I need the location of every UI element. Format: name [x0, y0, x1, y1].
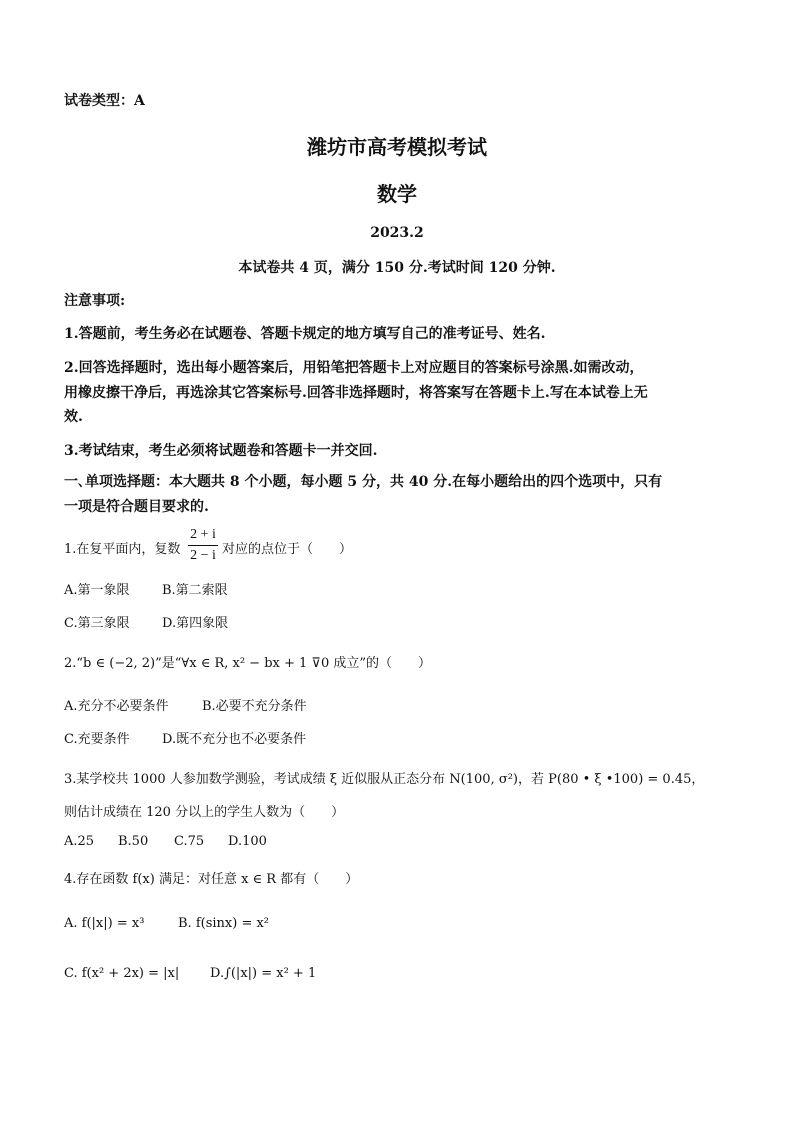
notice-title: 注意事项: [64, 293, 126, 309]
q3-option-b: B.50 [118, 834, 149, 849]
notice-item-3: 3.考试结束，考生必须将试题卷和答题卡一并交回. [64, 443, 378, 459]
notice-item-2-end: 效. [64, 409, 83, 425]
q1-option-d: D.第四象限 [162, 616, 229, 631]
fraction-numerator: 2 + i [190, 527, 216, 542]
q2-option-d: D.既不充分也不必要条件 [162, 732, 307, 747]
q3-option-d: D.100 [228, 834, 267, 849]
question-4: 4.存在函数 f(x) 满足：对任意 x ∈ R 都有（ ） [64, 872, 359, 887]
q3-option-c: C.75 [174, 834, 205, 849]
section-heading-cont: 一项是符合题目要求的. [64, 499, 209, 515]
q1-option-a: A.第一象限 [64, 583, 130, 598]
question-1-prefix: 1.在复平面内，复数 [64, 542, 181, 557]
q2-option-c: C.充要条件 [64, 732, 130, 747]
exam-title: 潍坊市高考模拟考试 [307, 135, 487, 159]
q3-option-a: A.25 [64, 834, 95, 849]
q4-option-b: B. f(sinx) = x² [178, 916, 270, 931]
section-heading: 一､单项选择题：本大题共 8 个小题，每小题 5 分，共 40 分.在每小题给出的四个选项中，只有 [64, 474, 663, 490]
notice-item-2: 2.回答选择题时，选出每小题答案后，用铅笔把答题卡上对应题目的答案标号涂黑.如需改动， [64, 360, 644, 376]
q2-option-a: A.充分不必要条件 [64, 699, 169, 714]
question-1-fraction [188, 527, 218, 564]
paper-type: 试卷类型：A [64, 93, 145, 109]
q4-option-d: D.∫(|x|) = x² + 1 [210, 966, 317, 981]
q1-option-b: B.第二索限 [162, 583, 228, 598]
question-2: 2.“b ∈ (−2, 2)”是“∀x ∈ R, x² − bx + 1 ⊽0 成立”的（ ） [64, 656, 431, 671]
question-3-line-1: 3.某学校共 1000 人参加数学测验，考试成绩 ξ 近似服从正态分布 N(100, σ²)，若 P(80 • ξ •100) = 0.45， [64, 772, 705, 787]
notice-item-2-cont: 用橡皮擦干净后，再选涂其它答案标号.回答非选择题时，将答案写在答题卡上.写在本试卷上无 [64, 385, 648, 401]
q4-option-a: A. f(|x|) = x³ [64, 916, 145, 931]
subject-title: 数学 [377, 182, 417, 206]
fraction-bar [188, 545, 218, 546]
exam-date: 2023.2 [370, 225, 424, 241]
notice-item-1: 1.答题前，考生务必在试题卷、答题卡规定的地方填写自己的准考证号、姓名. [64, 326, 546, 342]
q4-option-c: C. f(x² + 2x) = |x| [64, 966, 180, 981]
exam-info: 本试卷共 4 页，满分 150 分.考试时间 120 分钟. [238, 260, 556, 276]
q1-option-c: C.第三象限 [64, 616, 130, 631]
q2-option-b: B.必要不充分条件 [202, 699, 307, 714]
fraction-denominator: 2 − i [190, 548, 216, 563]
question-1-suffix: 对应的点位于（ ） [222, 542, 353, 557]
question-3-line-2: 则估计成绩在 120 分以上的学生人数为（ ） [64, 805, 345, 820]
